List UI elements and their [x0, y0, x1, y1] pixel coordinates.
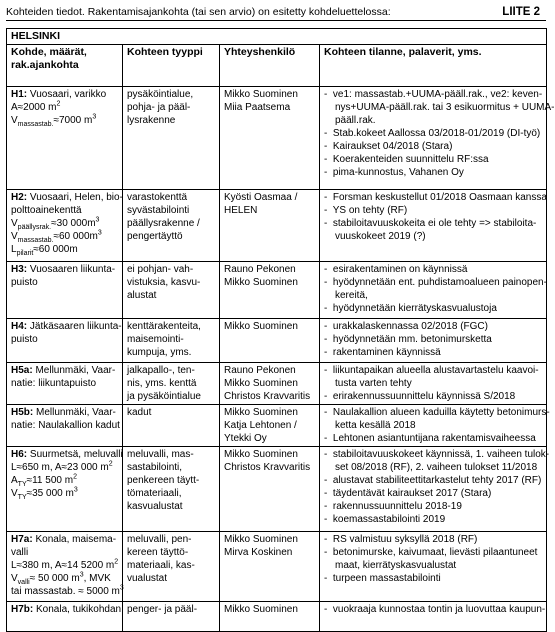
site-id: H3: [11, 264, 28, 275]
contact-cell: Mikko Suominen [220, 602, 320, 632]
status-cell: - vuokraaja kunnostaa tontin ja luovuttaa kaupun- [320, 602, 547, 632]
site-quantity: tai massastab. ≈ 5000 $m^3$ [11, 584, 124, 597]
site-quantity: L≈380 m, A≈14 5200 $m^2$ [11, 558, 119, 571]
contact-cell: Rauno Pekonen Mikko Suominen Christos Kravvaritis [220, 363, 320, 405]
site-quantity: $V_{massastab.}\approx 7000$ $m^3$ [11, 113, 97, 128]
site-name: Vuosaari, Helen, bio- [29, 192, 123, 203]
table-row [7, 602, 547, 632]
table-row [7, 447, 547, 532]
site-cell: H2: Vuosaari, Helen, bio- polttoainekenttä $V_{päällysrak.}\approx 30$ $000m^3$ $V_{massastab.}\approx 60$ $000m^3$ $L_{pilarit}\approx 60$ 000m [7, 190, 123, 262]
site-id: H7a: [11, 534, 33, 545]
document-header [6, 4, 546, 21]
site-name: Mellunmäki, Vaar- [36, 407, 116, 418]
site-name: Vuosaari, varikko [29, 89, 107, 100]
site-cell: H3: Vuosaaren liikunta- puisto [7, 262, 123, 319]
site-quantity: $V_{päällysrak.}\approx 30$ $000m^3$ [11, 216, 100, 231]
site-quantity: L≈650 m, A≈23 000 $m^2$ [11, 460, 113, 473]
site-name: Vuosaaren liikunta- [29, 264, 116, 275]
site-id: H7b: [11, 604, 34, 615]
type-cell: pysäköintialue, pohja- ja pääl- lysrakenne [123, 87, 220, 190]
site-cell: H5b: Mellunmäki, Vaar- natie: Naulakallion kadut [7, 405, 123, 447]
type-cell: meluvalli, pen- kereen täyttö- materiaali, kas- vualustat [123, 532, 220, 602]
type-cell: jalkapallo-, ten- nis, yms. kenttä ja pysäköintialue [123, 363, 220, 405]
contact-cell: Mikko Suominen Katja Lehtonen / Ytekki Oy [220, 405, 320, 447]
site-name: Konala, maisema- [35, 534, 117, 545]
status-cell: - Naulakallion alueen kaduilla käytetty betonimurs- ketta kesällä 2018 - Lehtonen asiantuntijana rakentamisvaiheessa [320, 405, 547, 447]
site-cell: H7a: Konala, maisema- valli L≈380 m, A≈14 5200 $m^2$ $V_{valli}\approx 50$ 000 $m^3$, MVK tai massastab. ≈ 5000 $m^3$ [7, 532, 123, 602]
site-id: H2: [11, 192, 28, 203]
site-id: H6: [11, 449, 28, 460]
type-cell: meluvalli, mas- sastabilointi, penkereen täytt- tömateriaali, kasvualustat [123, 447, 220, 532]
contact-cell: Mikko Suominen Mirva Koskinen [220, 532, 320, 602]
site-name: Jätkäsaaren liikunta- [29, 321, 122, 332]
site-quantity: $V_{TY}\approx 35$ 000 $m^3$ [11, 486, 78, 501]
sites-table [6, 28, 555, 632]
type-cell: kadut [123, 405, 220, 447]
table-row [7, 363, 547, 405]
site-id: H1: [11, 89, 28, 100]
contact-cell: Kyösti Oasmaa / HELEN [220, 190, 320, 262]
appendix-label: LIITE 2 [502, 6, 540, 18]
contact-cell: Rauno Pekonen Mikko Suominen [220, 262, 320, 319]
status-cell: - esirakentaminen on käynnissä - hyödynnetään ent. puhdistamoalueen painopen- kereitä, - hyödynnetään kierrätyskasvualustoja [320, 262, 547, 319]
status-cell: - stabiloitavuuskokeet käynnissä, 1. vaiheen tulok- set 08/2018 (RF), 2. vaiheen tulokset 11/2018 - alustavat stabiliteettitarkastelut tehty 2017 (RF) - täydentävät kairaukset 2017 (Stara) - rakennussuunnittelu 2018-19 - koemassastabilointi 2019 [320, 447, 547, 532]
site-name: Mellunmäki, Vaar- [35, 365, 116, 376]
status-cell: - liikuntapaikan alueella alustavartastelu kaavoi- tusta varten tehty - erirakennussuunnittelu käynnissä S/2018 [320, 363, 547, 405]
site-cell: H4: Jätkäsaaren liikunta- puisto [7, 319, 123, 363]
status-cell: - urakkalaskennassa 02/2018 (FGC) - hyödynnetään mm. betonimursketta - rakentaminen käynnissä [320, 319, 547, 363]
type-cell: ei pohjan- vah- vistuksia, kasvu- alustat [123, 262, 220, 319]
table-row [7, 262, 547, 319]
contact-cell: Mikko Suominen [220, 319, 320, 363]
site-id: H5b: [11, 407, 34, 418]
site-quantity: $A_{TY}\approx 11$ 500 $m^2$ [11, 473, 77, 488]
type-cell: varastokenttä syvästabilointi päällysrakenne / pengertäyttö [123, 190, 220, 262]
site-quantity: A≈2000 $m^2$ [11, 100, 61, 113]
table-row [7, 405, 547, 447]
document-title: Kohteiden tiedot. Rakentamisajankohta (tai sen arvio) on esitetty kohdeluettelossa: [6, 6, 391, 18]
contact-cell: Mikko Suominen Miia Paatsema [220, 87, 320, 190]
site-quantity: $V_{valli}\approx 50$ 000 $m^3$, MVK [11, 571, 111, 586]
status-cell: - ve1: massastab.+UUMA-pääll.rak., ve2: keven- nys+UUMA-pääll.rak. tai 3 esikuormitus + UUMA- pääll.rak. - Stab.kokeet Aallossa 03/2018-01/2019 (DI-työ) - Kairaukset 04/2018 (Stara) - Koerakenteiden suunnittelu RF:ssa - pima-kunnostus, Vahanen Oy [320, 87, 547, 190]
table-row [7, 532, 547, 602]
site-name: Konala, tukikohdan [36, 604, 122, 615]
status-cell: - RS valmistuu syksyllä 2018 (RF) - betonimurske, kaivumaat, lievästi pilaantuneet maat, kierrätyskasvualustat - turpeen massastabilointi [320, 532, 547, 602]
site-quantity: $V_{massastab.}\approx 60$ $000m^3$ [11, 229, 102, 244]
contact-cell: Mikko Suominen Christos Kravvaritis [220, 447, 320, 532]
status-cell: - Forsman keskustellut 01/2018 Oasmaan kanssa - YS on tehty (RF) - stabiloitavuuskokeita ei ole tehty => stabiloita- vuuskokeet 2019 (?) [320, 190, 547, 262]
column-header-contact: Yhteyshenkilö [220, 45, 320, 87]
site-id: H4: [11, 321, 28, 332]
table-row [7, 319, 547, 363]
type-cell: penger- ja pääl- [123, 602, 220, 632]
site-cell [7, 87, 123, 190]
site-cell: H5a: Mellunmäki, Vaar- natie: liikuntapuisto [7, 363, 123, 405]
table-row [7, 87, 547, 190]
column-header-type: Kohteen tyyppi [123, 45, 220, 87]
column-header-site: Kohde, määrät, rak.ajankohta [7, 45, 123, 87]
site-cell [7, 602, 123, 632]
column-header-status: Kohteen tilanne, palaverit, yms. [320, 45, 547, 87]
site-cell [7, 447, 123, 532]
type-cell: kenttärakenteita, maisemointi- kumpuja, yms. [123, 319, 220, 363]
site-name: Suurmetsä, meluvalli [29, 449, 123, 460]
site-quantity: $L_{pilarit}\approx 60$ 000m [11, 244, 78, 257]
table-header-row [7, 45, 547, 87]
region-heading: HELSINKI [7, 29, 547, 45]
site-id: H5a: [11, 365, 33, 376]
table-row [7, 190, 547, 262]
